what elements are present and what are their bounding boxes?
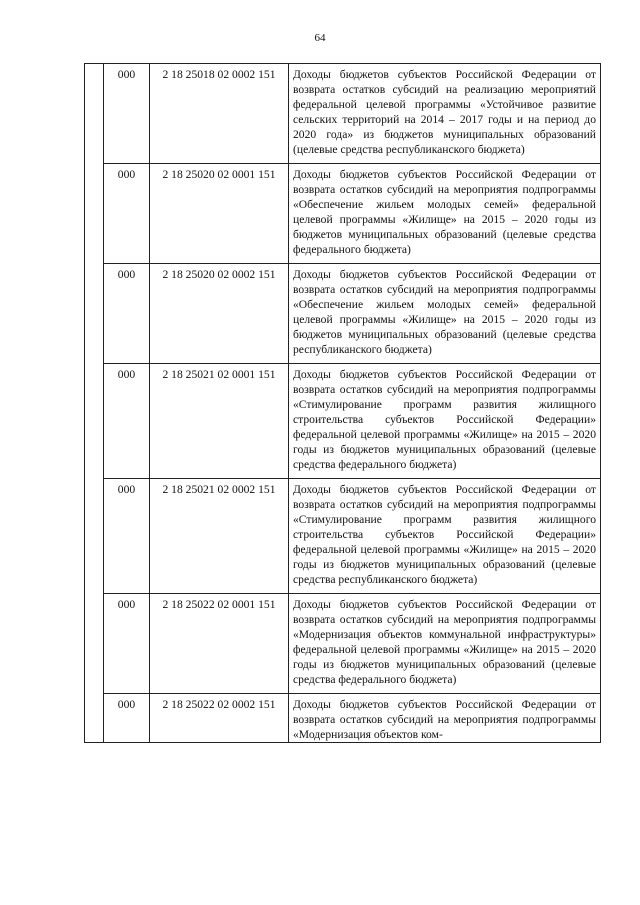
budget-code-cell: 2 18 25020 02 0001 151 [150,164,289,264]
budget-code-cell: 2 18 25021 02 0001 151 [150,364,289,479]
description-cell: Доходы бюджетов субъектов Российской Федерации от возврата остатков субсидий на мероприятия подпрограммы «Стимулирование программ развития жилищного строительства субъектов Российской Федерации» федеральной целевой программы «Жилище» на 2015 – 2020 годы из бюджетов муниципальных образований (целевые средства республиканского бюджета) [289,479,601,594]
table-row [85,164,601,264]
budget-code-cell: 2 18 25021 02 0002 151 [150,479,289,594]
table-row [85,694,601,743]
admin-code-cell: 000 [104,364,150,479]
table-row [85,479,601,594]
description-cell: Доходы бюджетов субъектов Российской Федерации от возврата остатков субсидий на реализацию мероприятий федеральной целевой программы «Устойчивое развитие сельских территорий на 2014 – 2017 годы и на период до 2020 года» из бюджетов муниципальных образований (целевые средства республиканского бюджета) [289,64,601,164]
admin-code-cell: 000 [104,694,150,743]
table-row [85,64,601,164]
admin-code-cell: 000 [104,64,150,164]
table-row [85,364,601,479]
description-cell: Доходы бюджетов субъектов Российской Федерации от возврата остатков субсидий на мероприятия подпрограммы «Обеспечение жильем молодых семей» федеральной целевой программы «Жилище» на 2015 – 2020 годы из бюджетов муниципальных образований (целевые средства федерального бюджета) [289,164,601,264]
admin-code-cell: 000 [104,264,150,364]
budget-revenue-table [84,63,601,743]
admin-code-cell: 000 [104,479,150,594]
admin-code-cell: 000 [104,594,150,694]
budget-code-cell: 2 18 25022 02 0001 151 [150,594,289,694]
description-cell: Доходы бюджетов субъектов Российской Федерации от возврата остатков субсидий на мероприятия подпрограммы «Модернизация объектов ком- [289,694,601,743]
budget-code-cell: 2 18 25018 02 0002 151 [150,64,289,164]
description-cell: Доходы бюджетов субъектов Российской Федерации от возврата остатков субсидий на мероприятия подпрограммы «Обеспечение жильем молодых семей» федеральной целевой программы «Жилище» на 2015 – 2020 годы из бюджетов муниципальных образований (целевые средства республиканского бюджета) [289,264,601,364]
blank-column-cell [85,64,104,743]
table-row [85,594,601,694]
description-cell: Доходы бюджетов субъектов Российской Федерации от возврата остатков субсидий на мероприятия подпрограммы «Стимулирование программ развития жилищного строительства субъектов Российской Федерации» федеральной целевой программы «Жилище» на 2015 – 2020 годы из бюджетов муниципальных образований (целевые средства федерального бюджета) [289,364,601,479]
admin-code-cell: 000 [104,164,150,264]
page-number: 64 [314,32,326,44]
budget-code-cell: 2 18 25020 02 0002 151 [150,264,289,364]
table-row [85,264,601,364]
budget-code-cell: 2 18 25022 02 0002 151 [150,694,289,743]
description-cell: Доходы бюджетов субъектов Российской Федерации от возврата остатков субсидий на мероприятия подпрограммы «Модернизация объектов коммунальной инфраструктуры» федеральной целевой программы «Жилище» на 2015 – 2020 годы из бюджетов муниципальных образований (целевые средства федерального бюджета) [289,594,601,694]
